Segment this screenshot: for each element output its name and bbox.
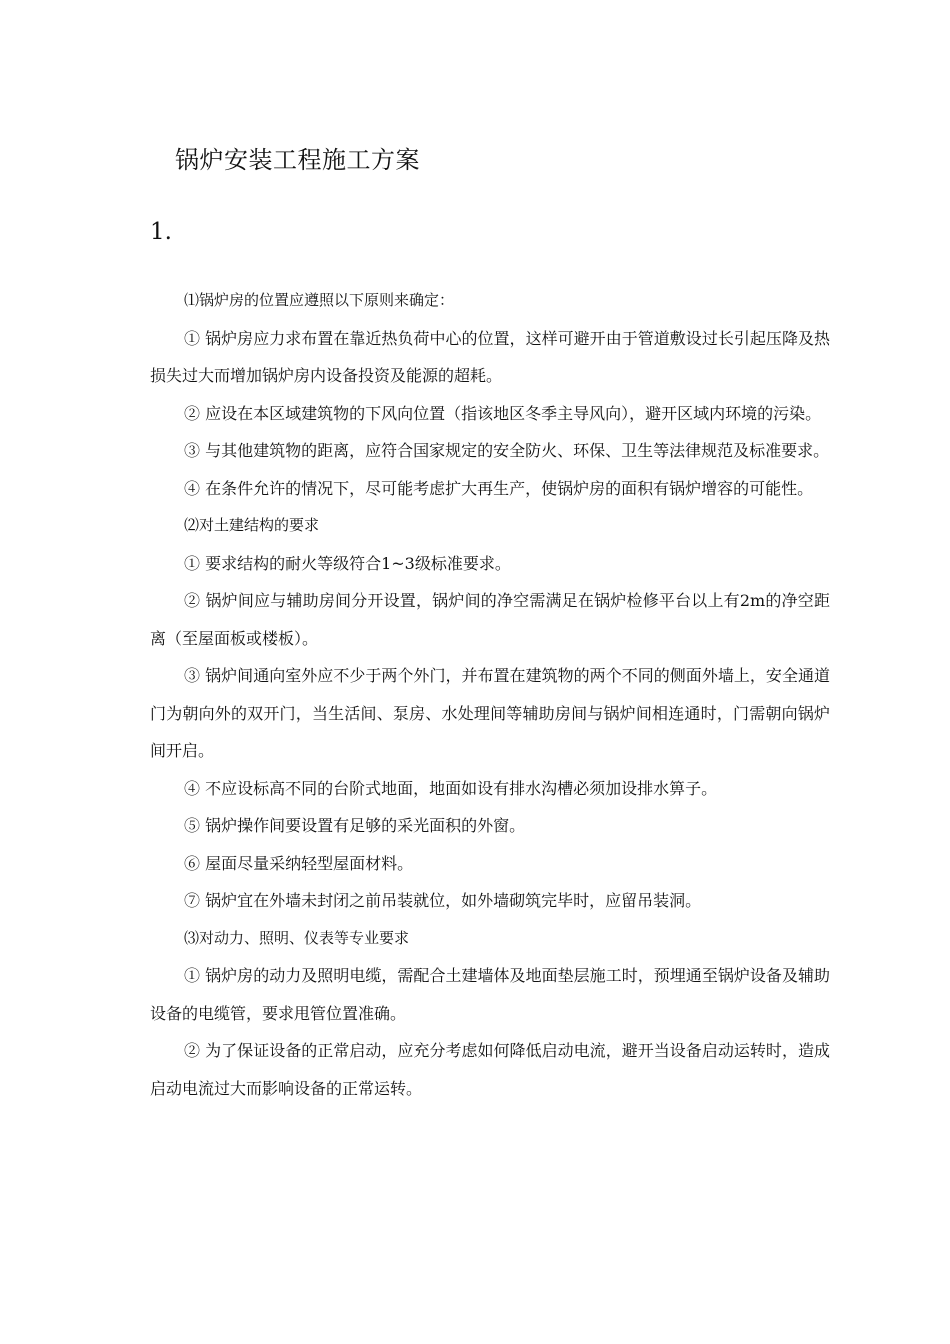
document-body — [150, 282, 830, 1107]
paragraph-item: ⑤ 锅炉操作间要设置有足够的采光面积的外窗。 — [184, 816, 526, 835]
section-number: 1. — [150, 219, 172, 245]
document-title: 锅炉安装工程施工方案 — [175, 146, 420, 174]
paragraph-item: ② 应设在本区域建筑物的下风向位置（指该地区冬季主导风向），避开区域内环境的污染。 — [184, 403, 822, 423]
subsection-heading-3: ⑶对动力、照明、仪表等专业要求 — [184, 928, 410, 947]
paragraph-item: ① 锅炉房的动力及照明电缆，需配合土建墙体及地面垫层施工时，预埋通至锅炉设备及辅助设备的电缆管，要求甩管位置准确。 — [150, 966, 830, 1023]
subsection-heading-1: ⑴锅炉房的位置应遵照以下原则来确定： — [184, 291, 455, 309]
paragraph-item: ④ 不应设标高不同的台阶式地面，地面如设有排水沟槽必须加设排水箅子。 — [184, 778, 718, 798]
paragraph-item: ② 锅炉间应与辅助房间分开设置，锅炉间的净空需满足在锅炉检修平台以上有2m的净空距离（至屋面板或楼板）。 — [150, 591, 830, 648]
paragraph-item: ② 为了保证设备的正常启动，应充分考虑如何降低启动电流，避开当设备启动运转时，造成启动电流过大而影响设备的正常运转。 — [150, 1041, 830, 1098]
paragraph-item: ⑦ 锅炉宜在外墙未封闭之前吊装就位，如外墙砌筑完毕时，应留吊装洞。 — [184, 891, 702, 910]
paragraph-item: ③ 与其他建筑物的距离，应符合国家规定的安全防火、环保、卫生等法律规范及标准要求。 — [184, 441, 830, 460]
paragraph-item: ③ 锅炉间通向室外应不少于两个外门，并布置在建筑物的两个不同的侧面外墙上，安全通道门为朝向外的双开门，当生活间、泵房、水处理间等辅助房间与锅炉间相连通时，门需朝向锅炉间开启。 — [150, 666, 830, 760]
paragraph-item: ① 要求结构的耐火等级符合1~3级标准要求。 — [184, 553, 511, 573]
paragraph-item: ④ 在条件允许的情况下，尽可能考虑扩大再生产，使锅炉房的面积有锅炉增容的可能性。 — [184, 478, 814, 498]
subsection-heading-2: ⑵对土建结构的要求 — [184, 516, 320, 534]
paragraph-item: ① 锅炉房应力求布置在靠近热负荷中心的位置，这样可避开由于管道敷设过长引起压降及热损失过大而增加锅炉房内设备投资及能源的超耗。 — [150, 328, 830, 385]
paragraph-item: ⑥ 屋面尽量采纳轻型屋面材料。 — [184, 853, 414, 873]
